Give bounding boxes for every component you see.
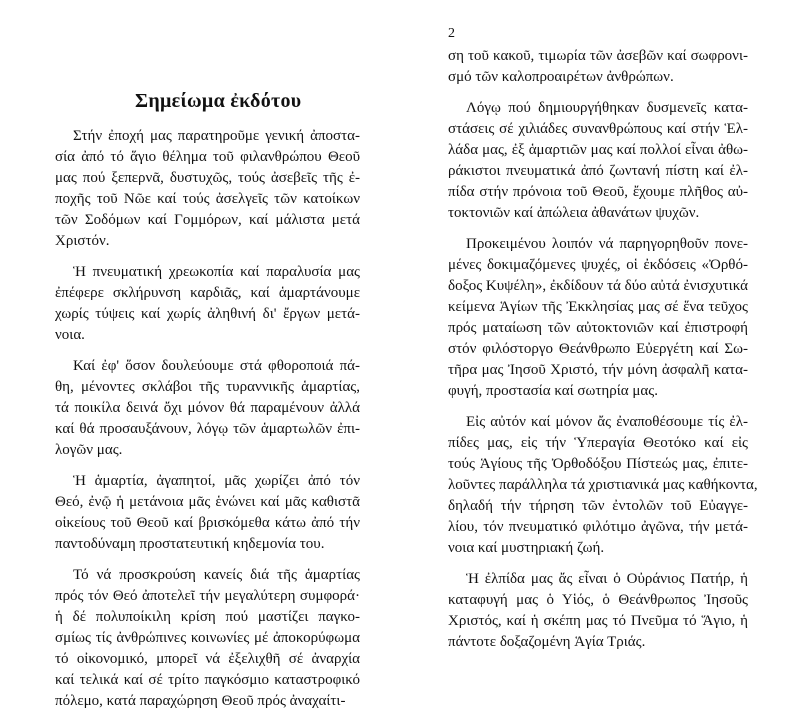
text-line: σία ἀπό τό ἅγιο θέλημα τοῦ φιλανθρώπου Θεοῦ	[55, 149, 360, 165]
text-line: Χριστός, καί ἡ σκέπη μας τό Πνεῦμα τό Ἅγιο, ἡ	[448, 613, 748, 629]
text-line: πόλεμο, κατά παραχώρηση Θεοῦ πρός ἀναχαίτι-	[55, 693, 346, 709]
paragraph	[448, 569, 748, 653]
text-line: Στήν ἐποχή μας παρατηροῦμε γενική ἀποστα-	[73, 128, 360, 144]
paragraph	[448, 412, 758, 559]
text-line: Προκειμένου λοιπόν νά παρηγορηθοῦν πονε-	[466, 236, 748, 252]
text-line: μένες δοκιμαζόμενες ψυχές, οἱ ἐκδόσεις «Ὀρθό-	[448, 257, 748, 273]
text-line: λάδα μας, ἐξ ἁμαρτιῶν μας καί πολλοί εἶναι ἀθω-	[448, 142, 748, 158]
text-line: στόν φιλόστοργο Θεάνθρωπο Εὐεργέτη καί Σω-	[448, 341, 748, 357]
text-line: νοια.	[55, 327, 85, 343]
text-line: Ἡ ἐλπίδα μας ἄς εἶναι ὁ Οὐράνιος Πατήρ, ἡ	[466, 571, 748, 587]
paragraph	[55, 126, 360, 252]
text-line: τοκτονιῶν καί ἀπώλεια ἀθανάτων ψυχῶν.	[448, 205, 700, 221]
text-line: πάντοτε δοξαζομένη Ἁγία Τριάς.	[448, 634, 646, 650]
text-line: πίδα στήν πρόνοια τοῦ Θεοῦ, ἔχουμε πλῆθος αὐ-	[448, 184, 748, 200]
text-line: ράκιστοι πνευματικά ἀπό ζωντανή πίστη καί ἐλ-	[448, 163, 748, 179]
text-line: οἰκείους τοῦ Θεοῦ καί βρισκόμεθα κάτω ἀπό τήν	[55, 515, 360, 531]
text-line: πρός τόν Θεό ἀποτελεῖ τήν μεγαλύτερη συμφορά·	[55, 588, 360, 604]
text-line: τό οἰκονομικό, μπορεῖ νά ἐξελιχθῆ σέ ἀναρχία	[55, 651, 360, 667]
paragraph	[55, 262, 360, 346]
text-line: φυγή, προστασία καί σωτηρία μας.	[448, 383, 658, 399]
text-line: μας πού ξεπερνᾶ, δυστυχῶς, τούς ἀσεβεῖς τῆς ἐ-	[55, 170, 360, 186]
paragraph	[448, 98, 748, 224]
text-line: Τό νά προσκρούση κανείς διά τῆς ἁμαρτίας	[73, 567, 360, 583]
text-line: δοξος Κυψέλη», ἐκδίδουν τά δύο αὐτά ἐνισχυτικά	[448, 278, 748, 294]
paragraph	[55, 471, 360, 555]
text-line: καταφυγή μας ὁ Υἱός, ὁ Θεάνθρωπος Ἰησοῦς	[448, 592, 748, 608]
text-line: τῆρα μας Ἰησοῦ Χριστό, τήν μόνη ἀσφαλῆ κατα-	[448, 362, 748, 378]
text-line: Εἰς αὐτόν καί μόνον ἄς ἐναποθέσουμε τίς ἐλ-	[466, 414, 748, 430]
text-line: πρός ματαίωση τῶν αὐτοκτονιῶν καί ἐπιστροφή	[448, 320, 748, 336]
text-line: λίου, τόν πνευματικό φιλότιμο ἀγῶνα, τήν μετά-	[448, 519, 748, 535]
text-line: Θεό, ἐνῷ ἡ μετάνοια μᾶς ἑνώνει καί μᾶς καθιστᾶ	[55, 494, 360, 510]
text-line: σμίως τίς ἀνθρώπινες κοινωνίες μέ ἀποκορύφωμα	[55, 630, 360, 646]
text-line: Καί ἐφ' ὅσον δουλεύουμε στά φθοροποιά πά-	[73, 358, 360, 374]
text-line: ἡ δέ πολυποίκιλη κρίση πού μαστίζει παγκο-	[55, 609, 360, 625]
text-line: στάσεις σέ χιλιάδες συνανθρώπους καί στήν Ἑλ-	[448, 121, 748, 137]
page-number: 2	[448, 26, 455, 41]
text-line: καί τελικά καί σέ τρίτο παγκόσμιο καταστροφικό	[55, 672, 360, 688]
text-line: χωρίς τύψεις καί χωρίς ἀληθινή δι' ἔργων μετά-	[55, 306, 360, 322]
text-line: Χριστόν.	[55, 233, 110, 249]
text-line: τῶν Σοδόμων καί Γομμόρων, καί μάλιστα μετά	[55, 212, 360, 228]
text-line: τά ποικίλα δεινά ὄχι μόνον θά παραμένουν ἀλλά	[55, 400, 360, 416]
text-line: κείμενα Ἁγίων τῆς Ἐκκλησίας μας σέ ἕνα τεῦχος	[448, 299, 748, 315]
text-line: καί θά προσαυξάνουν, λόγῳ τῶν ἁμαρτωλῶν ἐπι-	[55, 421, 360, 437]
text-line: θη, μένοντες σκλάβοι τῆς τυραννικῆς ἁμαρτίας,	[55, 379, 360, 395]
paragraph	[55, 356, 360, 461]
left-text-column	[55, 126, 360, 722]
right-text-column	[448, 46, 758, 663]
paragraph	[448, 234, 748, 402]
text-line: λοῦντες παράλληλα τά χριστιανικά μας καθήκοντα,	[448, 477, 758, 493]
text-line: λογῶν μας.	[55, 442, 123, 458]
text-line: δηλαδή τήν τήρηση τῶν ἐντολῶν τοῦ Εὐαγγε-	[448, 498, 748, 514]
text-line: Λόγῳ πού δημιουργήθηκαν δυσμενεῖς κατα-	[466, 100, 748, 116]
text-line: Ἡ πνευματική χρεωκοπία καί παραλυσία μας	[73, 264, 360, 280]
page-heading: Σημείωμα ἐκδότου	[135, 90, 302, 112]
text-line: ση τοῦ κακοῦ, τιμωρία τῶν ἀσεβῶν καί σωφρονι-	[448, 48, 748, 64]
text-line: τούς Ἁγίους τῆς Ὀρθοδόξου Πίστεώς μας, ἐπιτε-	[448, 456, 748, 472]
text-line: νοια καί μυστηριακή ζωή.	[448, 540, 605, 556]
text-line: σμό τῶν καλοπροαιρέτων ἀνθρώπων.	[448, 69, 674, 85]
paragraph	[55, 565, 360, 712]
text-line: ἐπέφερε σκλήρυνση καρδιᾶς, καί ἁμαρτάνουμε	[55, 285, 360, 301]
text-line: παντοδύναμη προστατευτική κηδεμονία του.	[55, 536, 325, 552]
text-line: Ἡ ἁμαρτία, ἀγαπητοί, μᾶς χωρίζει ἀπό τόν	[73, 473, 360, 489]
paragraph	[448, 46, 748, 88]
text-line: ποχῆς τοῦ Νῶε καί τούς ἀσελγεῖς τῶν κατοίκων	[55, 191, 360, 207]
text-line: πίδες μας, εἰς τήν Ὑπεραγία Θεοτόκο καί εἰς	[448, 435, 748, 451]
